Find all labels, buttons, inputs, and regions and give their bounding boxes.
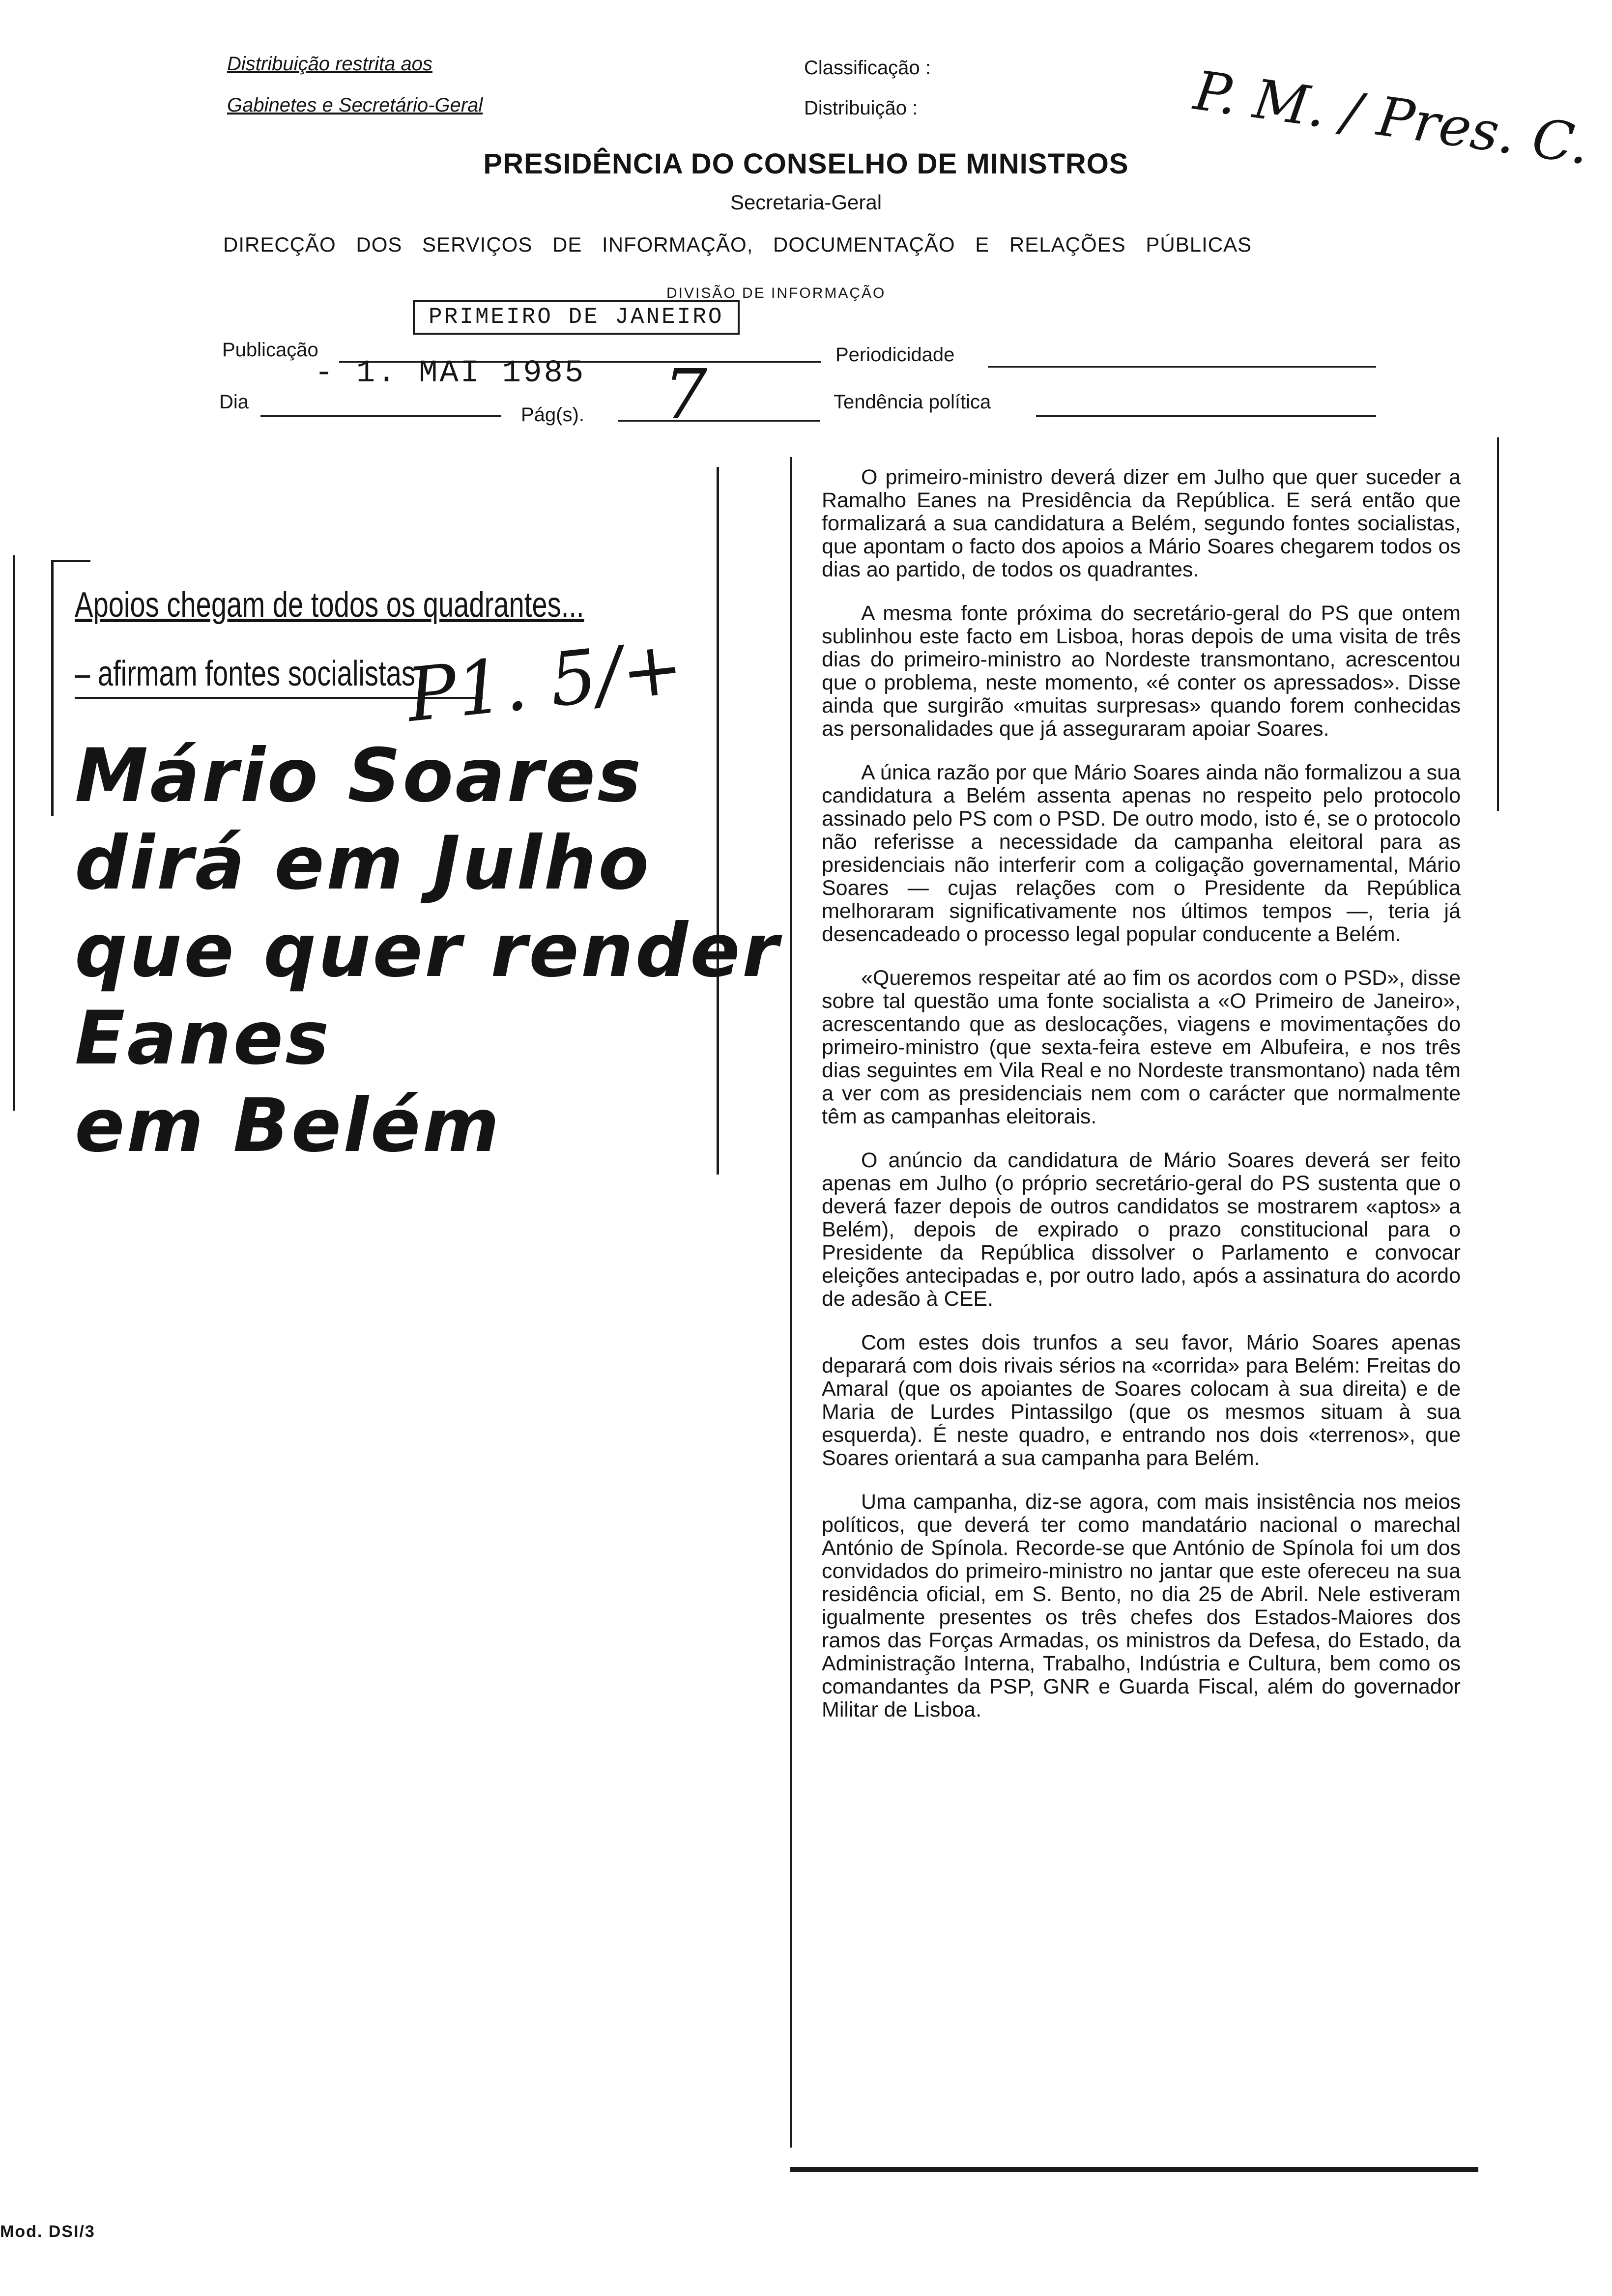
pag-label: Pág(s). [521, 404, 584, 426]
article-paragraph: Uma campanha, diz-se agora, com mais insistência nos meios políticos, que deverá ter como mandatário nacional o marechal António de Spínola. Recorde-se que António de Spínola foi um dos convidados do primeiro-ministro no jantar que este ofereceu na sua residência oficial, em S. Bento, no dia 25 de Abril. Nele estiveram igualmente presentes os três chefes dos Estados-Maiores dos ramos das Forças Armadas, os ministros da Defesa, do Estado, da Administração Interna, Trabalho, Indústria e Cultura, bem como os comandantes da PSP, GNR e Guarda Fiscal, além do governador Militar de Lisboa. [822, 1490, 1461, 1722]
org-subtitle: Secretaria-Geral [730, 191, 882, 214]
dia-label: Dia [219, 391, 249, 413]
division-label: DIVISÃO DE INFORMAÇÃO [666, 285, 886, 301]
handwritten-routing-note: P. M. / Pres. C. [1190, 59, 1593, 177]
article-paragraph: A mesma fonte próxima do secretário-geral do PS que ontem sublinhou este facto em Lisboa, horas depois de uma visita de três dias do primeiro-ministro ao Nordeste transmontano, acrescentou que o problema, neste momento, «é conter os apressados». Disse ainda que surgirão «muitas surpresas» quando forem conhecidas as personalidades que já asseguraram apoiar Soares. [822, 602, 1461, 741]
periodicidade-label: Periodicidade [835, 344, 955, 366]
distribuicao-label: Distribuição : [804, 97, 918, 119]
headline-line4: Eanes [75, 996, 331, 1081]
directorate-line: DIRECÇÃO DOS SERVIÇOS DE INFORMAÇÃO, DOCUMENTAÇÃO E RELAÇÕES PÚBLICAS [223, 233, 1252, 256]
article-paragraph: O anúncio da candidatura de Mário Soares deverá ser feito apenas em Julho (o próprio secretário-geral do PS sustenta que o deverá fazer depois de outros candidatos se mostrarem «aptos» a Belém), depois de expirado o prazo constitucional para o Presidente da República dissolver o Parlamento e convocar eleições antecipadas e, por outro lado, após a assinatura do acordo de adesão à CEE. [822, 1148, 1461, 1311]
restricted-distribution-line1: Distribuição restrita aos [227, 53, 432, 75]
headline-line3: que quer render [75, 908, 780, 994]
article-paragraph: O primeiro-ministro deverá dizer em Julho que quer suceder a Ramalho Eanes na Presidência da República. E será então que formalizará a sua candidatura a Belém, segundo fontes socialistas, que apontam o facto dos apoios a Mário Soares chegarem todos os dias ao partido, de todos os quadrantes. [822, 465, 1461, 581]
article-border-left [790, 457, 792, 2148]
article-paragraph: A única razão por que Mário Soares ainda não formalizou a sua candidatura a Belém assenta apenas no respeito pelo protocolo assinado pelo PS com o PSD. De outro modo, isto é, se o protocolo não referisse a necessidade da campanha eleitoral para as presidenciais não interferir com a coligação governamental, Mário Soares — cujas relações com o Presidente da República melhoraram significativamente nos últimos tempos —, teria já desencadeado o processo legal popular conducente a Belém. [822, 761, 1461, 946]
tendencia-label: Tendência política [834, 391, 991, 413]
page-number-handwritten: 7 [663, 355, 708, 435]
headline-line1: Mário Soares [75, 733, 643, 819]
classificacao-label: Classificação : [804, 57, 931, 79]
headline-line5: em Belém [75, 1083, 501, 1169]
article-body [822, 466, 1461, 1742]
headline [75, 732, 780, 1170]
tendencia-line [1036, 415, 1376, 417]
left-margin-rule [13, 555, 15, 1111]
clipping-border-left [51, 560, 54, 816]
article-paragraph: Com estes dois trunfos a seu favor, Mário Soares apenas deparará com dois rivais sérios na «corrida» para Belém: Freitas do Amaral (que os apoiantes de Soares colocam à sua direita) e de Maria de Lurdes Pintassilgo (que os mesmos situam à sua esquerda). É neste quadro, e entrando nos dois «terrenos», que Soares orientará a sua campanha para Belém. [822, 1331, 1461, 1470]
kicker-line1: Apoios chegam de todos os quadrantes... [75, 585, 584, 625]
clipping-corner [51, 560, 90, 562]
publication-stamp: PRIMEIRO DE JANEIRO [413, 300, 740, 335]
restricted-distribution-line2: Gabinetes e Secretário-Geral [227, 94, 483, 116]
article-border-right [1497, 437, 1499, 811]
publicacao-label: Publicação [222, 339, 318, 361]
headline-line2: dirá em Julho [75, 821, 651, 906]
article-bottom-rule [790, 2167, 1478, 2172]
periodicidade-line [988, 366, 1376, 368]
handwritten-reference: P1. 5/+ [403, 625, 688, 739]
pag-line [618, 420, 820, 422]
kicker-line2: – afirmam fontes socialistas [75, 654, 415, 693]
article-paragraph: «Queremos respeitar até ao fim os acordos com o PSD», disse sobre tal questão uma fonte socialista a «O Primeiro de Janeiro», acrescentando que as deslocações, viagens e movimentações do primeiro-ministro (que sexta-feira esteve em Albufeira, e nos três dias seguintes em Vila Real e no Nordeste transmontano) nada têm a ver com as presidenciais nem com o carácter que normalmente têm as campanhas eleitorais. [822, 966, 1461, 1128]
dia-line [260, 415, 501, 417]
date-stamp: - 1. MAI 1985 [315, 356, 586, 391]
form-code: Mod. DSI/3 [0, 2222, 95, 2241]
org-title: PRESIDÊNCIA DO CONSELHO DE MINISTROS [483, 148, 1129, 180]
